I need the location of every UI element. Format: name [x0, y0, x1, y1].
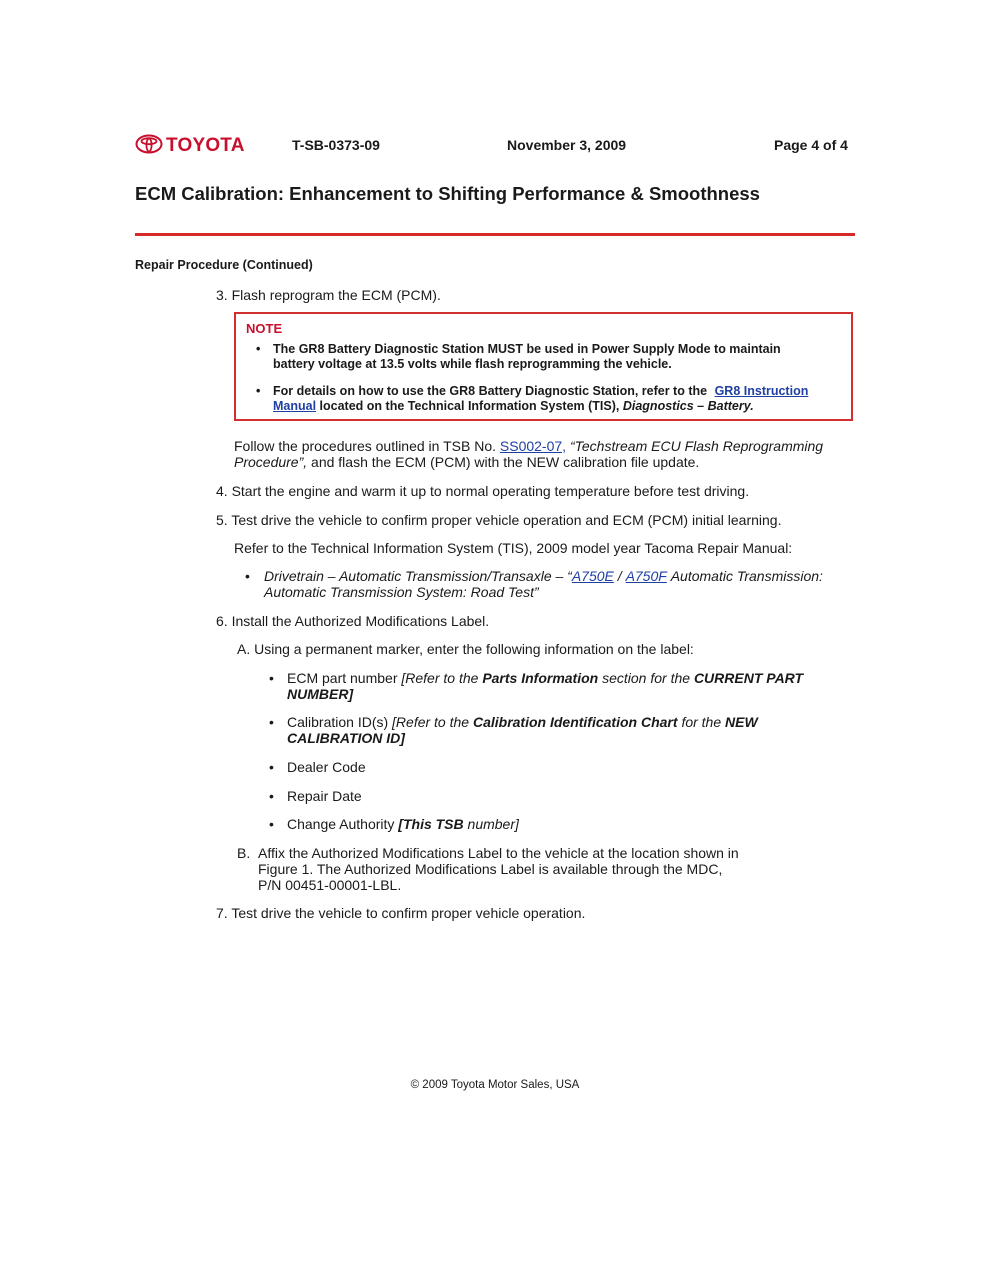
step-number: 7.	[216, 905, 228, 921]
follow-italic-cont: Procedure”,	[234, 454, 308, 470]
step-text: Install the Authorized Modifications Label.	[231, 613, 490, 629]
step-letter: A.	[237, 641, 251, 657]
step-b-line-3: P/N 00451-00001-LBL.	[258, 877, 402, 893]
a750e-link[interactable]: A750E	[571, 568, 614, 584]
follow-italic: “Techstream ECU Flash Reprogramming	[569, 438, 824, 454]
note-item-1-line-1: The GR8 Battery Diagnostic Station MUST be used in Power Supply Mode to maintain	[273, 342, 781, 356]
label-item-text: Change Authority	[287, 816, 395, 832]
gr8-manual-link-cont[interactable]: Manual	[273, 399, 317, 413]
page-title: ECM Calibration: Enhancement to Shifting Performance & Smoothness	[135, 183, 760, 204]
note-item-2-text: For details on how to use the GR8 Battery Diagnostic Station, refer to the	[273, 384, 708, 398]
drivetrain-text-line-2: Automatic Transmission System: Road Test”	[264, 584, 539, 600]
document-id: T-SB-0373-09	[292, 137, 380, 153]
note-item-1	[273, 342, 848, 372]
label-item-bold: NUMBER]	[287, 686, 354, 702]
drivetrain-text-cont: Automatic Transmission:	[670, 568, 823, 584]
follow-paragraph	[234, 438, 854, 470]
step-number: 6.	[216, 613, 228, 629]
step-number: 4.	[216, 483, 228, 499]
step-number: 3.	[216, 287, 228, 303]
bullet-dot-icon: •	[245, 568, 250, 584]
step-7	[216, 905, 585, 921]
bullet-dot-icon: •	[269, 788, 274, 804]
note-item-1-line-2: battery voltage at 13.5 volts while flash reprogramming the vehicle.	[273, 357, 672, 371]
bullet-dot-icon: •	[269, 816, 274, 832]
a750f-link[interactable]: A750F	[625, 568, 667, 584]
bullet-dot-icon: •	[269, 759, 274, 775]
label-item-italic: section for the	[602, 670, 691, 686]
note-item-2	[273, 384, 848, 414]
step-text: Test drive the vehicle to confirm proper vehicle operation and ECM (PCM) initial learning.	[231, 512, 782, 528]
refer-text: Refer to the Technical Information System (TIS), 2009 model year Tacoma Repair Manual:	[234, 540, 793, 556]
label-item-dealer-code: Dealer Code	[287, 759, 366, 775]
label-item-calibration-id	[287, 714, 847, 746]
header-divider	[135, 233, 855, 236]
label-item-ecm-part-number	[287, 670, 847, 702]
link-separator: /	[617, 568, 622, 584]
follow-text-cont: and flash the ECM (PCM) with the NEW calibration file update.	[311, 454, 700, 470]
step-text: Flash reprogram the ECM (PCM).	[231, 287, 441, 303]
drivetrain-text: Drivetrain – Automatic Transmission/Transaxle – “	[264, 568, 572, 584]
step-6	[216, 613, 489, 629]
note-title: NOTE	[246, 321, 283, 336]
bullet-dot-icon: •	[256, 342, 261, 356]
drivetrain-reference	[264, 568, 854, 600]
label-item-italic: [Refer to the	[401, 670, 479, 686]
document-date: November 3, 2009	[507, 137, 627, 153]
bullet-dot-icon: •	[269, 714, 274, 730]
step-b-line-1: Affix the Authorized Modifications Label to the vehicle at the location shown in	[258, 845, 739, 861]
step-b-letter: B.	[237, 845, 251, 861]
toyota-emblem-icon	[135, 134, 166, 159]
label-item-italic: for the	[681, 714, 722, 730]
step-b	[258, 845, 818, 893]
label-item-repair-date: Repair Date	[287, 788, 362, 804]
gr8-manual-link[interactable]: GR8 Instruction	[714, 384, 809, 398]
note-item-2-text-cont: located on the Technical Information System (TIS),	[319, 399, 620, 413]
follow-text: Follow the procedures outlined in TSB No.	[234, 438, 496, 454]
note-item-2-italic: Diagnostics – Battery.	[622, 399, 754, 413]
label-item-change-authority	[287, 816, 519, 832]
step-b-line-2: Figure 1. The Authorized Modifications Label is available through the MDC,	[258, 861, 723, 877]
step-5	[216, 512, 781, 528]
label-item-bold: NEW	[725, 714, 758, 730]
label-item-text: Calibration ID(s)	[287, 714, 389, 730]
label-item-text: ECM part number	[287, 670, 398, 686]
step-text: Test drive the vehicle to confirm proper vehicle operation.	[231, 905, 586, 921]
step-a	[237, 641, 694, 657]
step-text: Using a permanent marker, enter the following information on the label:	[254, 641, 694, 657]
step-text: Start the engine and warm it up to normal operating temperature before test driving.	[231, 483, 750, 499]
label-item-bold: [This TSB	[398, 816, 464, 832]
bullet-dot-icon: •	[269, 670, 274, 686]
section-heading: Repair Procedure (Continued)	[135, 258, 313, 272]
toyota-logo	[135, 134, 245, 158]
label-item-bold: CALIBRATION ID]	[287, 730, 405, 746]
label-item-bold: Parts Information	[482, 670, 599, 686]
step-number: 5.	[216, 512, 228, 528]
brand-name: TOYOTA	[166, 135, 245, 156]
label-item-bold: Calibration Identification Chart	[472, 714, 678, 730]
label-item-italic: number]	[467, 816, 519, 832]
step-4	[216, 483, 749, 499]
copyright-footer: © 2009 Toyota Motor Sales, USA	[410, 1079, 580, 1091]
label-item-italic: [Refer to the	[392, 714, 470, 730]
page-number: Page 4 of 4	[774, 137, 848, 153]
step-3	[216, 287, 441, 303]
label-item-bold: CURRENT PART	[693, 670, 804, 686]
tsb-ss002-07-link[interactable]: SS002-07,	[499, 438, 567, 454]
bullet-dot-icon: •	[256, 384, 261, 398]
